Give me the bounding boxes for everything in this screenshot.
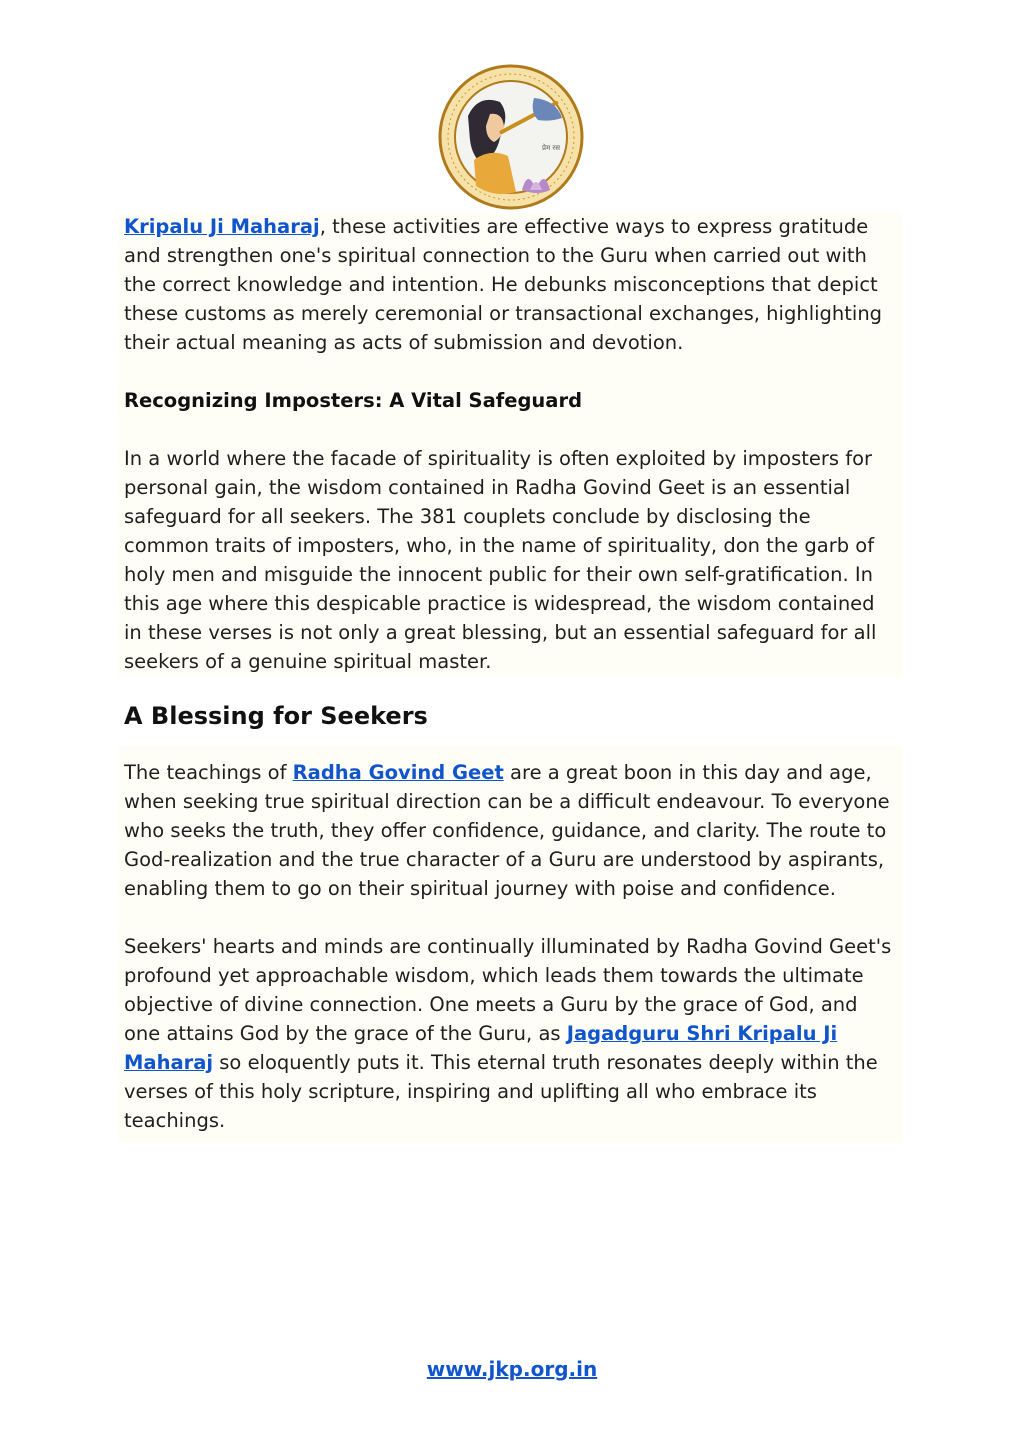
blessing-p1-text-before: The teachings of <box>124 761 293 784</box>
blessing-heading: A Blessing for Seekers <box>124 702 428 730</box>
spacer <box>118 415 902 444</box>
intro-block <box>118 212 902 357</box>
blessing-paragraph-1 <box>124 758 896 903</box>
website-link[interactable]: www.jkp.org.in <box>426 1357 598 1381</box>
blessing-p2-text-after: so eloquently puts it. This eternal truth resonates deeply within the verses of this holy scripture, inspiring and uplifting all who embrace its teachings. <box>124 1051 878 1132</box>
spacer <box>124 903 896 932</box>
intro-paragraph <box>124 212 896 357</box>
imposters-block <box>118 444 902 676</box>
kripalu-ji-maharaj-link[interactable]: Kripalu Ji Maharaj <box>124 215 320 238</box>
spacer <box>124 676 896 696</box>
footer <box>0 1354 1024 1384</box>
blessing-p2-text-before: Seekers' hearts and minds are continually illuminated by Radha Govind Geet's profound yet approachable wisdom, which leads them towards the ultimate objective of divine connection. One meets a Guru by the grace of God, and one attains God by the grace of the Guru, as <box>124 935 892 1045</box>
center-text: प्रेम रस <box>542 144 560 152</box>
jkp-logo <box>438 64 584 210</box>
imposters-heading-block <box>118 386 902 415</box>
intro-text: , these activities are effective ways to express gratitude and strengthen one's spiritual connection to the Guru when carried out with the correct knowledge and intention. He debunks misconceptions that depict these customs as merely ceremonial or transactional exchanges, highlighting their actual meaning as acts of submission and devotion. <box>124 215 883 354</box>
jagadguru-link[interactable]: Jagadguru Shri Kripalu Ji Maharaj <box>124 1022 838 1074</box>
imposters-paragraph: In a world where the facade of spirituality is often exploited by imposters for personal gain, the wisdom contained in Radha Govind Geet is an essential safeguard for all seekers. The 381 couplets conclude by disclosing the common traits of imposters, who, in the name of spirituality, don the garb of holy men and misguide the innocent public for their own self-gratification. In this age where this despicable practice is widespread, the wisdom contained in these verses is not only a great blessing, but an essential safeguard for all seekers of a genuine spiritual master. <box>124 447 877 673</box>
blessing-paragraph-2 <box>124 932 896 1135</box>
article-content <box>124 212 896 1143</box>
radha-govind-geet-link[interactable]: Radha Govind Geet <box>292 761 504 784</box>
blessing-block <box>118 746 902 1143</box>
imposters-heading: Recognizing Imposters: A Vital Safeguard <box>124 389 583 412</box>
blessing-p1-text-after: are a great boon in this day and age, when seeking true spiritual direction can be a difficult endeavour. To everyone who seeks the truth, they offer confidence, guidance, and clarity. The route to God-realization and the true character of a Guru are understood by aspirants, enabling them to go on their spiritual journey with poise and confidence. <box>124 761 890 900</box>
guru-disciple-seal-logo-icon <box>438 64 584 210</box>
spacer <box>118 357 902 386</box>
